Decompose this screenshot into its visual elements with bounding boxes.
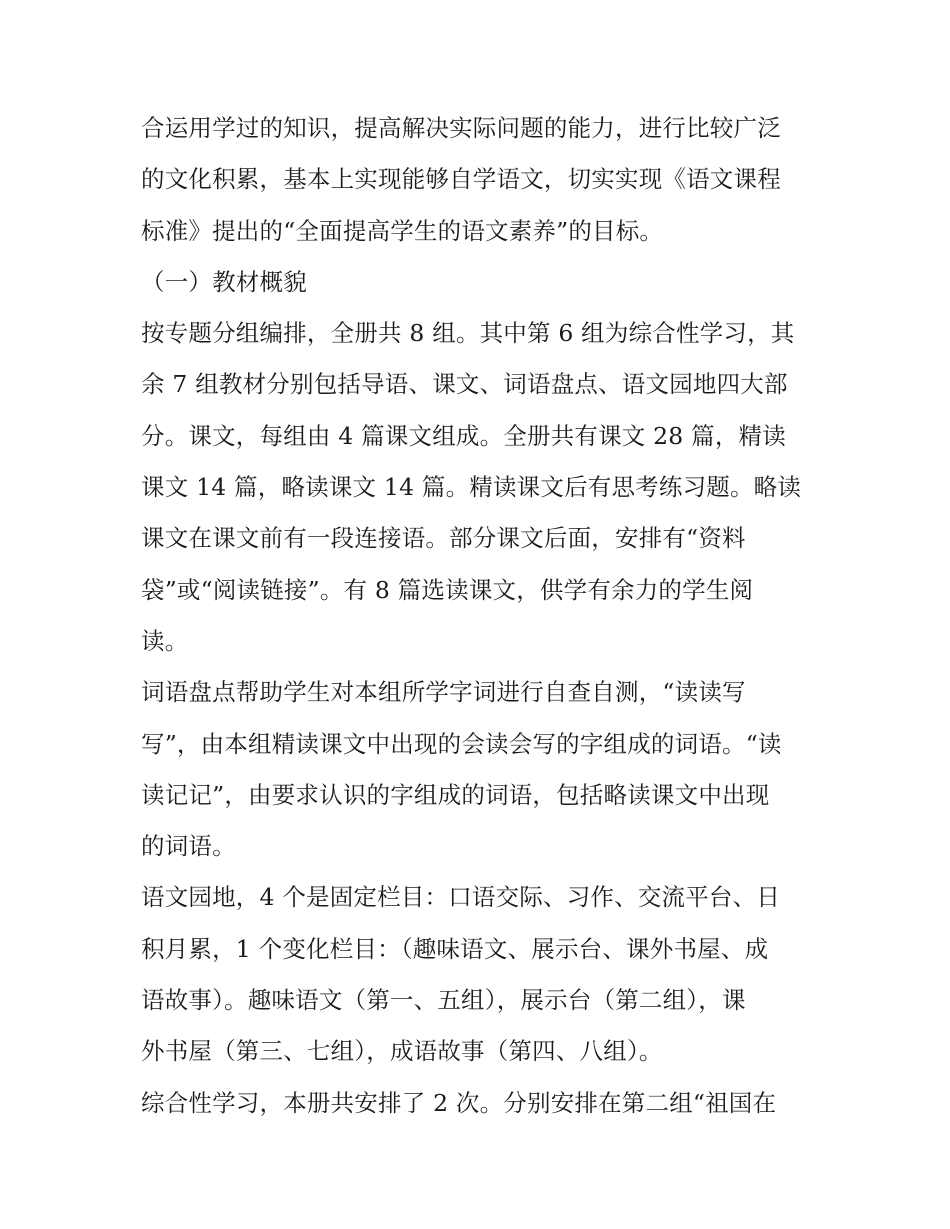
text-line: 的文化积累，基本上实现能够自学语文，切实实现《语文课程	[141, 165, 781, 194]
text-line: 语故事）。趣味语文（第一、五组），展示台（第二组），课	[141, 986, 746, 1015]
document-body	[141, 103, 821, 1129]
text-line: 综合性学习，本册共安排了 2 次。分别安排在第二组“祖国在	[141, 1088, 777, 1117]
text-line: 课文在课文前有一段连接语。部分课文后面，安排有“资料	[141, 524, 746, 553]
text-line: 积月累，1 个变化栏目：（趣味语文、展示台、课外书屋、成	[141, 934, 769, 963]
section-heading: （一）教材概貌	[141, 267, 307, 296]
text-line: 语文园地，4 个是固定栏目：口语交际、习作、交流平台、日	[141, 883, 781, 912]
text-line: 分。课文，每组由 4 篇课文组成。全册共有课文 28 篇，精读	[141, 421, 786, 450]
text-line: 课文 14 篇，略读课文 14 篇。精读课文后有思考练习题。略读	[141, 473, 802, 502]
text-line: 合运用学过的知识，提高解决实际问题的能力，进行比较广泛	[141, 114, 781, 142]
text-line: 读记记”，由要求认识的字组成的词语，包括略读课文中出现	[141, 780, 770, 809]
text-line: 袋”或“阅读链接”。有 8 篇选读课文，供学有余力的学生阅	[141, 575, 754, 604]
text-line: 词语盘点帮助学生对本组所学字词进行自查自测，“读读写	[141, 678, 746, 707]
text-line: 写”，由本组精读课文中出现的会读会写的字组成的词语。“读	[141, 729, 782, 758]
text-line: 的词语。	[141, 832, 236, 861]
text-line: 标准》提出的“全面提高学生的语文素养”的目标。	[141, 216, 664, 245]
text-line: 外书屋（第三、七组），成语故事（第四、八组）。	[141, 1037, 663, 1066]
text-line: 读。	[141, 626, 189, 655]
text-line: 按专题分组编排，全册共 8 组。其中第 6 组为综合性学习，其	[141, 319, 795, 348]
text-line: 余 7 组教材分别包括导语、课文、词语盘点、语文园地四大部	[141, 370, 788, 399]
